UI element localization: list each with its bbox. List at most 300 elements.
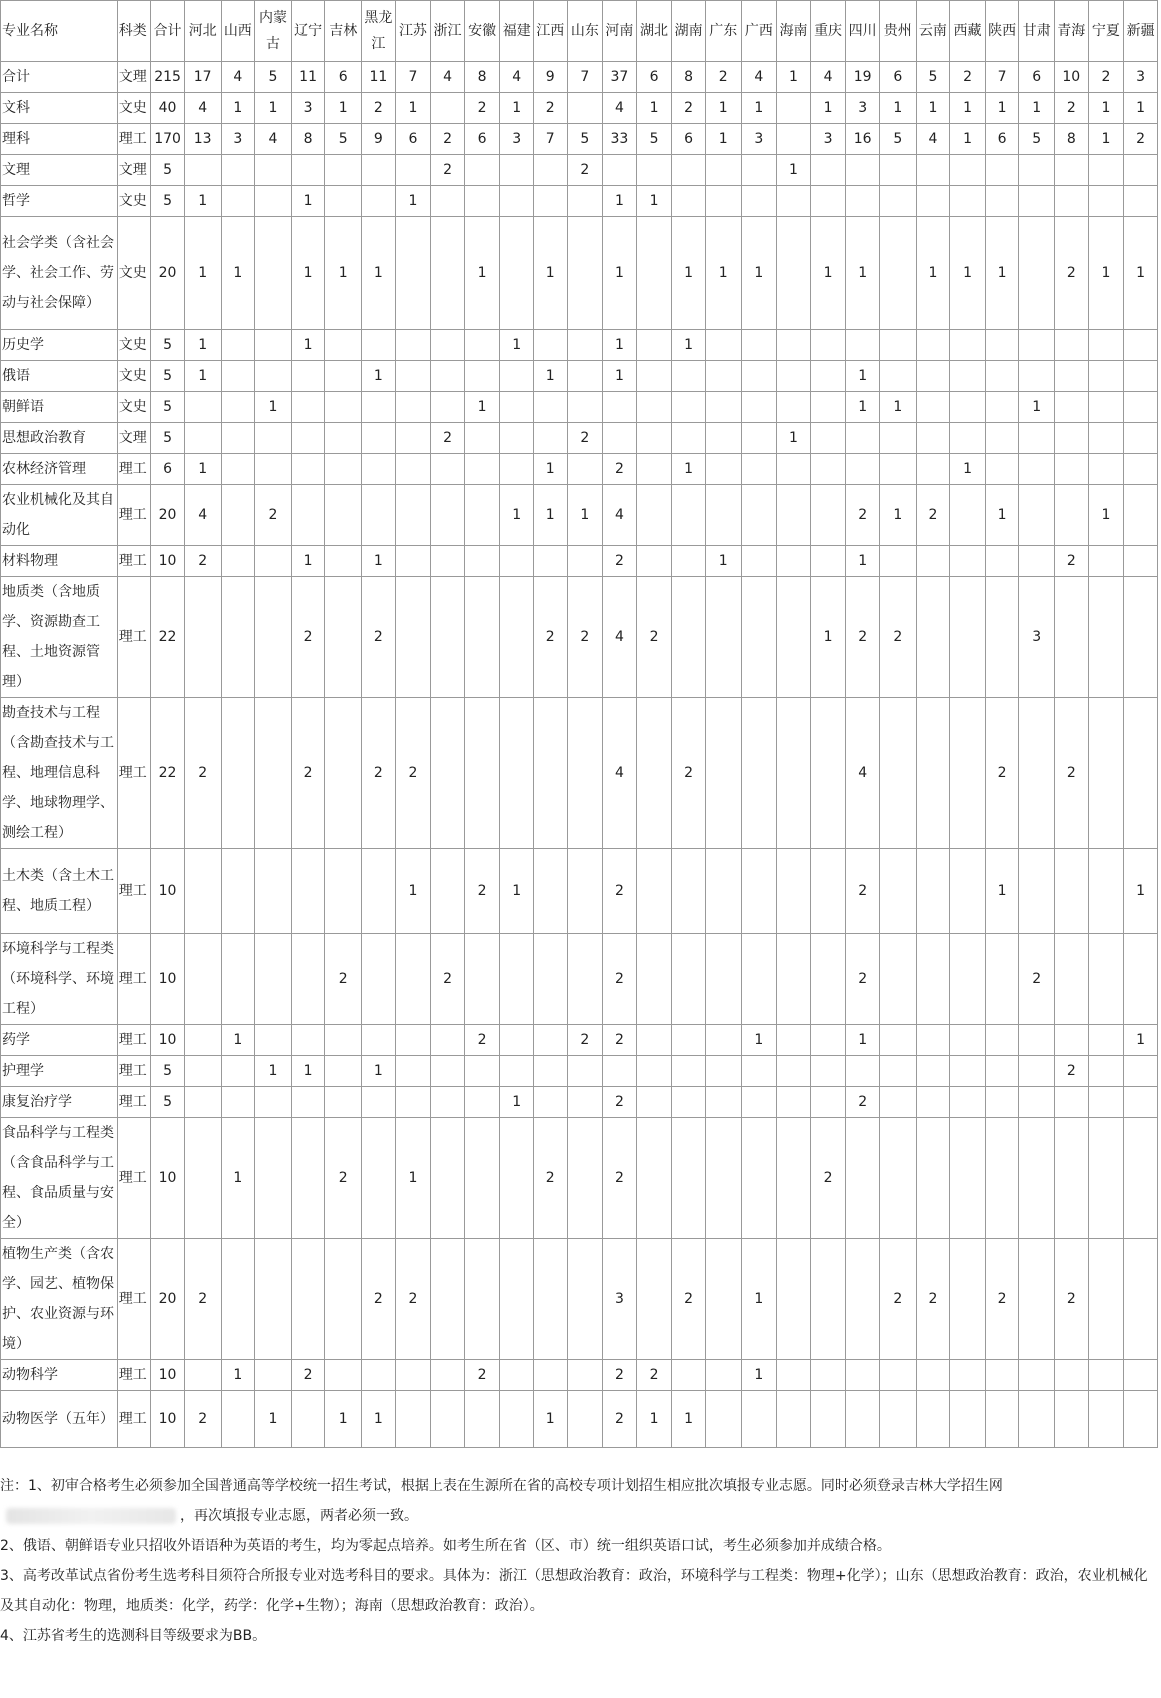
province-quota-cell: 1 [985,485,1019,546]
province-quota-cell [221,361,255,392]
province-quota-cell [567,934,603,1025]
province-quota-cell [777,934,811,1025]
province-quota-cell [325,186,362,217]
province-quota-cell: 1 [985,217,1019,330]
province-quota-cell [1055,849,1089,934]
province-quota-cell [291,1025,325,1056]
province-quota-cell: 2 [879,1239,916,1360]
province-quota-cell [672,1087,706,1118]
province-quota-cell [985,330,1019,361]
province-quota-cell [741,485,777,546]
province-quota-cell: 6 [985,124,1019,155]
category-cell: 文史 [117,186,151,217]
province-quota-cell [325,1056,362,1087]
province-quota-cell [255,217,292,330]
total-cell: 20 [151,217,185,330]
province-quota-cell: 6 [636,62,672,93]
table-row [1,934,1158,1025]
category-cell: 文史 [117,93,151,124]
province-quota-cell [1124,1391,1158,1448]
province-quota-cell [672,577,706,698]
province-quota-cell [255,934,292,1025]
province-quota-cell [846,155,880,186]
province-quota-cell [846,1391,880,1448]
province-quota-cell: 2 [603,1118,637,1239]
province-quota-cell [1124,392,1158,423]
major-name-cell: 护理学 [1,1056,118,1087]
province-quota-cell [500,698,534,849]
province-quota-cell [1019,330,1055,361]
province-quota-cell [395,1087,431,1118]
province-quota-cell: 13 [184,124,221,155]
province-quota-cell [464,454,500,485]
province-quota-cell [672,1360,706,1391]
province-quota-cell [1055,1087,1089,1118]
province-quota-cell [362,849,396,934]
province-quota-cell [705,698,741,849]
province-quota-cell [950,698,986,849]
province-quota-cell: 2 [916,485,950,546]
province-quota-cell: 1 [741,1239,777,1360]
province-quota-cell [777,1056,811,1087]
province-quota-cell [777,577,811,698]
province-quota-cell [879,1025,916,1056]
province-quota-cell: 1 [950,124,986,155]
province-quota-cell [567,698,603,849]
province-quota-cell [325,1239,362,1360]
province-quota-cell: 3 [846,93,880,124]
province-quota-cell [879,934,916,1025]
major-name-cell: 农林经济管理 [1,454,118,485]
province-quota-cell: 1 [533,454,567,485]
province-quota-cell: 1 [362,217,396,330]
province-quota-cell [255,577,292,698]
province-quota-cell [916,1118,950,1239]
province-quota-cell [431,186,465,217]
province-quota-cell [533,1239,567,1360]
province-quota-cell [672,546,706,577]
total-cell: 5 [151,361,185,392]
province-quota-cell: 1 [291,330,325,361]
province-quota-cell [500,423,534,454]
province-quota-cell [1088,1087,1124,1118]
province-quota-cell [291,361,325,392]
header-province: 甘肃 [1019,1,1055,62]
province-quota-cell [985,1025,1019,1056]
province-quota-cell: 1 [255,392,292,423]
province-quota-cell [810,1056,846,1087]
province-quota-cell: 1 [950,93,986,124]
province-quota-cell [672,392,706,423]
province-quota-cell [291,155,325,186]
province-quota-cell [879,423,916,454]
province-quota-cell: 2 [255,485,292,546]
province-quota-cell [255,1118,292,1239]
table-body [1,62,1158,1448]
province-quota-cell [879,1391,916,1448]
province-quota-cell [500,577,534,698]
province-quota-cell [741,1087,777,1118]
province-quota-cell [431,454,465,485]
province-quota-cell [810,361,846,392]
province-quota-cell: 2 [1055,698,1089,849]
province-quota-cell [1124,1087,1158,1118]
province-quota-cell: 2 [184,698,221,849]
province-quota-cell [1019,546,1055,577]
province-quota-cell [950,577,986,698]
province-quota-cell [291,1391,325,1448]
province-quota-cell [916,849,950,934]
province-quota-cell [221,1239,255,1360]
province-quota-cell [221,423,255,454]
major-name-cell: 历史学 [1,330,118,361]
province-quota-cell [464,934,500,1025]
province-quota-cell: 3 [810,124,846,155]
province-quota-cell [431,1239,465,1360]
province-quota-cell [464,1391,500,1448]
province-quota-cell [500,1025,534,1056]
province-quota-cell: 3 [1019,577,1055,698]
province-quota-cell [464,1118,500,1239]
province-quota-cell: 1 [184,361,221,392]
province-quota-cell [985,546,1019,577]
province-quota-cell [777,1118,811,1239]
province-quota-cell [255,1239,292,1360]
province-quota-cell: 1 [395,1118,431,1239]
province-quota-cell: 2 [291,1360,325,1391]
province-quota-cell: 2 [431,423,465,454]
province-quota-cell: 1 [1124,849,1158,934]
province-quota-cell [879,454,916,485]
province-quota-cell [221,577,255,698]
province-quota-cell [985,1118,1019,1239]
table-row [1,423,1158,454]
province-quota-cell [777,698,811,849]
province-quota-cell [636,454,672,485]
category-cell: 理工 [117,1391,151,1448]
province-quota-cell [567,849,603,934]
province-quota-cell [1124,361,1158,392]
province-quota-cell [741,330,777,361]
province-quota-cell: 5 [879,124,916,155]
province-quota-cell: 1 [672,1391,706,1448]
province-quota-cell [325,454,362,485]
province-quota-cell [291,423,325,454]
major-name-cell: 土木类（含土木工程、地质工程） [1,849,118,934]
province-quota-cell [985,155,1019,186]
province-quota-cell [464,546,500,577]
province-quota-cell: 1 [777,62,811,93]
province-quota-cell: 1 [362,1391,396,1448]
province-quota-cell [431,1360,465,1391]
province-quota-cell: 2 [846,577,880,698]
province-quota-cell [362,330,396,361]
province-quota-cell: 2 [916,1239,950,1360]
redacted-url [6,1508,176,1524]
province-quota-cell: 1 [846,217,880,330]
province-quota-cell [1124,423,1158,454]
province-quota-cell [567,1391,603,1448]
province-quota-cell [879,361,916,392]
province-quota-cell [916,186,950,217]
table-row [1,577,1158,698]
province-quota-cell [741,423,777,454]
province-quota-cell: 1 [325,1391,362,1448]
province-quota-cell: 2 [1055,93,1089,124]
province-quota-cell [705,423,741,454]
table-row [1,1391,1158,1448]
province-quota-cell [184,849,221,934]
province-quota-cell [431,698,465,849]
note-1 [0,1471,1158,1531]
province-quota-cell [777,1087,811,1118]
province-quota-cell: 2 [567,1025,603,1056]
province-quota-cell [1019,423,1055,454]
province-quota-cell: 2 [603,454,637,485]
province-quota-cell [500,546,534,577]
province-quota-cell [1088,1239,1124,1360]
table-row [1,392,1158,423]
province-quota-cell [1019,361,1055,392]
province-quota-cell [533,1025,567,1056]
province-quota-cell [395,217,431,330]
province-quota-cell [221,1087,255,1118]
province-quota-cell [184,934,221,1025]
province-quota-cell [1124,186,1158,217]
province-quota-cell [636,698,672,849]
province-quota-cell: 5 [636,124,672,155]
province-quota-cell: 1 [291,217,325,330]
province-quota-cell: 1 [395,849,431,934]
province-quota-cell [395,1056,431,1087]
province-quota-cell [950,849,986,934]
province-quota-cell [255,546,292,577]
province-quota-cell [985,361,1019,392]
province-quota-cell [500,934,534,1025]
province-quota-cell [1124,330,1158,361]
province-quota-cell [1124,1118,1158,1239]
province-quota-cell: 2 [672,1239,706,1360]
province-quota-cell: 2 [533,93,567,124]
header-province: 山西 [221,1,255,62]
province-quota-cell [431,849,465,934]
province-quota-cell: 4 [500,62,534,93]
province-quota-cell [291,1087,325,1118]
province-quota-cell: 1 [777,423,811,454]
province-quota-cell: 1 [916,217,950,330]
province-quota-cell [1055,392,1089,423]
province-quota-cell: 2 [362,698,396,849]
province-quota-cell: 1 [500,93,534,124]
province-quota-cell: 2 [533,1118,567,1239]
province-quota-cell [291,485,325,546]
province-quota-cell [221,1056,255,1087]
province-quota-cell [636,546,672,577]
province-quota-cell: 1 [533,361,567,392]
total-cell: 10 [151,849,185,934]
province-quota-cell: 4 [431,62,465,93]
province-quota-cell [846,1239,880,1360]
province-quota-cell [950,1025,986,1056]
province-quota-cell: 1 [291,186,325,217]
header-province: 内蒙古 [255,1,292,62]
province-quota-cell [636,330,672,361]
province-quota-cell [672,155,706,186]
province-quota-cell: 2 [1055,1056,1089,1087]
province-quota-cell: 5 [567,124,603,155]
province-quota-cell: 2 [431,934,465,1025]
province-quota-cell: 1 [533,217,567,330]
province-quota-cell: 2 [431,155,465,186]
table-row [1,62,1158,93]
province-quota-cell: 7 [985,62,1019,93]
province-quota-cell [500,1118,534,1239]
province-quota-cell [672,1056,706,1087]
province-quota-cell: 1 [1088,124,1124,155]
province-quota-cell [950,155,986,186]
province-quota-cell [672,485,706,546]
province-quota-cell [1055,186,1089,217]
province-quota-cell: 1 [221,1118,255,1239]
province-quota-cell [741,1056,777,1087]
province-quota-cell: 2 [985,1239,1019,1360]
province-quota-cell [431,485,465,546]
province-quota-cell [1088,392,1124,423]
province-quota-cell: 1 [985,849,1019,934]
province-quota-cell [879,330,916,361]
province-quota-cell [567,186,603,217]
province-quota-cell [431,93,465,124]
category-cell: 理工 [117,1239,151,1360]
province-quota-cell [464,698,500,849]
header-province: 贵州 [879,1,916,62]
province-quota-cell: 4 [603,485,637,546]
province-quota-cell [950,423,986,454]
province-quota-cell [741,849,777,934]
table-row [1,1056,1158,1087]
province-quota-cell [362,1118,396,1239]
province-quota-cell: 2 [362,93,396,124]
province-quota-cell [1055,1025,1089,1056]
province-quota-cell [810,546,846,577]
province-quota-cell [672,1118,706,1239]
province-quota-cell [846,1360,880,1391]
province-quota-cell [431,217,465,330]
table-row [1,698,1158,849]
province-quota-cell: 4 [603,577,637,698]
header-province: 广西 [741,1,777,62]
province-quota-cell: 5 [255,62,292,93]
province-quota-cell: 1 [916,93,950,124]
province-quota-cell [741,934,777,1025]
province-quota-cell [741,577,777,698]
total-cell: 5 [151,330,185,361]
province-quota-cell [1088,698,1124,849]
category-cell: 理工 [117,849,151,934]
province-quota-cell [705,1118,741,1239]
province-quota-cell: 2 [672,93,706,124]
province-quota-cell: 8 [672,62,706,93]
province-quota-cell: 2 [1055,546,1089,577]
province-quota-cell: 2 [636,577,672,698]
province-quota-cell [1124,934,1158,1025]
table-row [1,454,1158,485]
header-province: 河北 [184,1,221,62]
province-quota-cell [431,1118,465,1239]
table-row [1,186,1158,217]
province-quota-cell [500,392,534,423]
province-quota-cell: 1 [500,1087,534,1118]
total-cell: 22 [151,698,185,849]
province-quota-cell: 1 [846,361,880,392]
province-quota-cell [1055,1391,1089,1448]
category-cell: 理工 [117,124,151,155]
province-quota-cell: 5 [916,62,950,93]
province-quota-cell [567,1056,603,1087]
province-quota-cell: 3 [741,124,777,155]
province-quota-cell [603,1056,637,1087]
header-province: 陕西 [985,1,1019,62]
province-quota-cell: 1 [395,186,431,217]
province-quota-cell [1088,186,1124,217]
province-quota-cell: 1 [325,217,362,330]
total-cell: 215 [151,62,185,93]
note-4: 4、江苏省考生的选测科目等级要求为BB。 [0,1628,267,1644]
province-quota-cell [255,361,292,392]
province-quota-cell: 1 [879,93,916,124]
province-quota-cell: 1 [500,849,534,934]
province-quota-cell [1124,1239,1158,1360]
province-quota-cell: 1 [741,1360,777,1391]
total-cell: 5 [151,423,185,454]
province-quota-cell: 1 [810,217,846,330]
province-quota-cell: 1 [985,93,1019,124]
province-quota-cell [810,454,846,485]
province-quota-cell [846,1056,880,1087]
province-quota-cell [672,849,706,934]
province-quota-cell: 11 [362,62,396,93]
province-quota-cell [1055,361,1089,392]
province-quota-cell: 2 [950,62,986,93]
province-quota-cell [916,330,950,361]
province-quota-cell [1124,155,1158,186]
total-cell: 170 [151,124,185,155]
province-quota-cell [916,1056,950,1087]
province-quota-cell [741,186,777,217]
province-quota-cell [985,577,1019,698]
province-quota-cell [255,330,292,361]
province-quota-cell [1019,155,1055,186]
province-quota-cell [1019,1118,1055,1239]
province-quota-cell [1088,361,1124,392]
province-quota-cell [1088,1025,1124,1056]
province-quota-cell [950,186,986,217]
province-quota-cell [846,1118,880,1239]
province-quota-cell [636,217,672,330]
province-quota-cell [985,1087,1019,1118]
province-quota-cell: 1 [255,93,292,124]
province-quota-cell: 1 [1088,485,1124,546]
province-quota-cell [985,392,1019,423]
province-quota-cell: 1 [184,330,221,361]
table-row [1,849,1158,934]
province-quota-cell [464,485,500,546]
total-cell: 10 [151,1360,185,1391]
province-quota-cell: 2 [603,1391,637,1448]
province-quota-cell [705,1087,741,1118]
province-quota-cell [500,1239,534,1360]
province-quota-cell [985,454,1019,485]
